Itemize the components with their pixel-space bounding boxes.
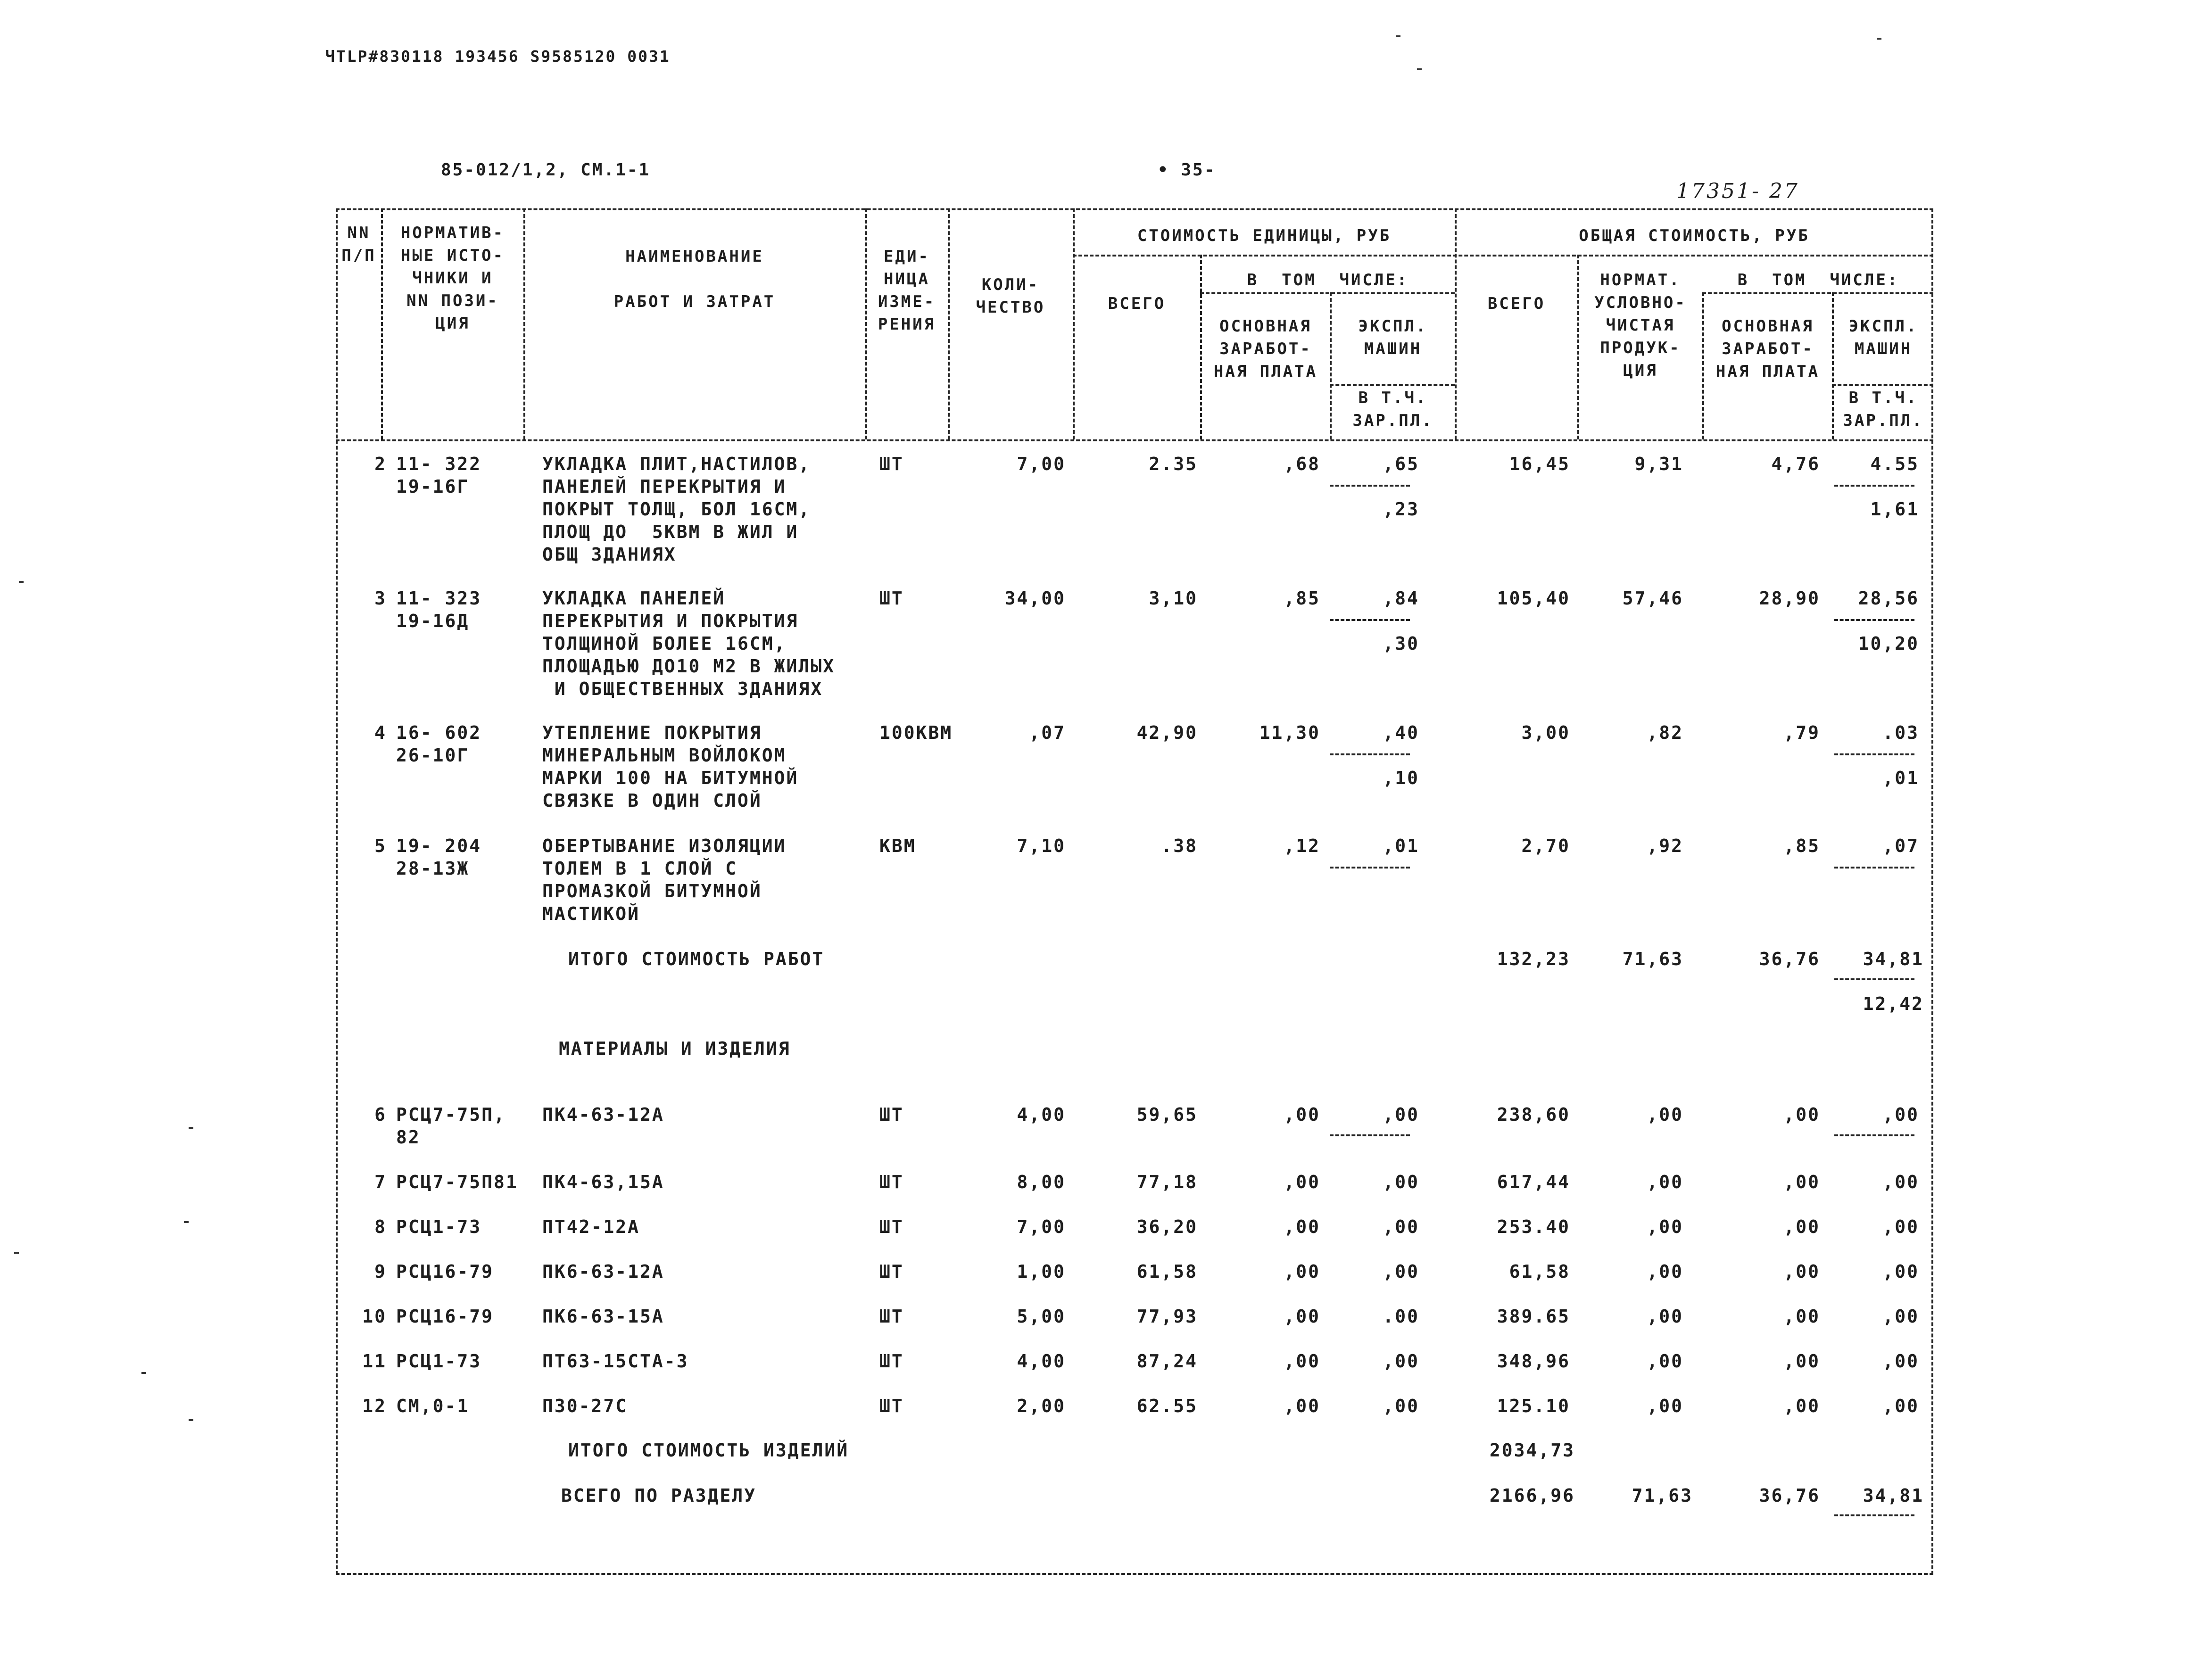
row-total: 253.40 xyxy=(1497,1216,1570,1237)
row-total-normative: 57,46 xyxy=(1622,588,1683,609)
divider xyxy=(1330,753,1410,755)
materials-section-title: МАТЕРИАЛЫ И ИЗДЕЛИЯ xyxy=(559,1038,791,1059)
row-quantity: 7,00 xyxy=(1017,1216,1066,1237)
row-unit-total: 61,58 xyxy=(1136,1261,1198,1282)
row-unit-machines: ,00 xyxy=(1383,1216,1419,1237)
row-total-machines: .03 ,01 xyxy=(1882,722,1919,788)
row-unit-machines: ,40 ,10 xyxy=(1383,722,1419,788)
row-unit: ШТ xyxy=(879,1172,904,1192)
row-number: 12 xyxy=(362,1396,387,1416)
header-total-incl-wage: В Т.Ч. ЗАР.ПЛ. xyxy=(1843,389,1924,430)
row-unit-wage: ,00 xyxy=(1284,1216,1320,1237)
row-quantity: 34,00 xyxy=(1004,588,1066,609)
header-line xyxy=(1330,384,1455,386)
products-total-sum: 2034,73 xyxy=(1489,1440,1575,1461)
row-code: РСЦ7-75П81 xyxy=(396,1172,518,1192)
scan-speck xyxy=(1396,35,1400,37)
row-total-machines: ,00 xyxy=(1882,1396,1919,1416)
header-grand-total: ВСЕГО xyxy=(1487,294,1546,313)
works-total-machines-wage: 12,42 xyxy=(1863,993,1924,1014)
row-total-machines: ,00 xyxy=(1882,1306,1919,1327)
row-name: П30-27С xyxy=(542,1396,628,1416)
row-code: РСЦ7-75П, 82 xyxy=(396,1104,506,1148)
header-line xyxy=(1073,255,1933,256)
row-number: 8 xyxy=(374,1216,387,1237)
page-number: • 35- xyxy=(1158,160,1216,180)
header-nn: NN П/П xyxy=(341,223,376,265)
row-total-normative: ,92 xyxy=(1647,835,1683,856)
section-total-sum: 2166,96 xyxy=(1489,1485,1575,1506)
col-divider xyxy=(1200,255,1202,439)
row-number: 4 xyxy=(374,722,387,743)
row-quantity: 5,00 xyxy=(1017,1306,1066,1327)
header-unit-cost: СТОИМОСТЬ ЕДИНИЦЫ, РУБ xyxy=(1137,226,1392,245)
divider xyxy=(1834,753,1914,755)
row-total: 2,70 xyxy=(1521,835,1570,856)
divider xyxy=(1834,867,1914,868)
row-quantity: ,07 xyxy=(1029,722,1066,743)
header-name: НАИМЕНОВАНИЕ РАБОТ И ЗАТРАТ xyxy=(613,247,776,311)
row-unit: ШТ xyxy=(879,454,904,474)
row-unit-machines: ,00 xyxy=(1383,1396,1419,1416)
row-total-wage: ,00 xyxy=(1783,1216,1820,1237)
row-total: 238,60 xyxy=(1497,1104,1570,1125)
header-bottom-line xyxy=(336,439,1933,441)
row-total-normative: ,00 xyxy=(1647,1351,1683,1372)
row-unit-total: 36,20 xyxy=(1136,1216,1198,1237)
section-total-normative: 71,63 xyxy=(1632,1485,1693,1506)
row-total-machines: ,00 xyxy=(1882,1104,1919,1125)
header-unit-machines: ЭКСПЛ. МАШИН xyxy=(1358,317,1428,358)
header-unit-incl: В ТОМ ЧИСЛЕ: xyxy=(1247,271,1409,289)
divider xyxy=(1834,485,1914,487)
row-unit: 100КВМ xyxy=(879,722,953,743)
document-reference: 85-012/1,2, СМ.1-1 xyxy=(441,160,651,180)
row-name: ПК4-63,15А xyxy=(542,1172,664,1192)
row-unit-total: .38 xyxy=(1161,835,1198,856)
row-unit-wage: ,00 xyxy=(1284,1351,1320,1372)
row-unit: ШТ xyxy=(879,1104,904,1125)
row-total-wage: ,00 xyxy=(1783,1172,1820,1192)
row-total: 3,00 xyxy=(1521,722,1570,743)
scan-speck xyxy=(141,1372,146,1374)
header-unit: ЕДИ- НИЦА ИЗМЕ- РЕНИЯ xyxy=(878,247,936,334)
products-total-label: ИТОГО СТОИМОСТЬ ИЗДЕЛИЙ xyxy=(568,1440,849,1461)
row-unit-total: 62.55 xyxy=(1136,1396,1198,1416)
row-unit-wage: ,12 xyxy=(1284,835,1320,856)
divider xyxy=(1330,867,1410,868)
row-number: 5 xyxy=(374,835,387,856)
header-total-basic-wage: ОСНОВНАЯ ЗАРАБОТ- НАЯ ПЛАТА xyxy=(1715,317,1820,381)
row-code: 11- 323 19-16Д xyxy=(396,588,482,631)
row-unit-machines: ,01 xyxy=(1383,835,1419,856)
row-name: ПК6-63-15А xyxy=(542,1306,664,1327)
row-total-normative: ,00 xyxy=(1647,1172,1683,1192)
header-line xyxy=(1832,384,1933,386)
col-divider xyxy=(1702,292,1704,439)
divider xyxy=(1330,1134,1410,1136)
header-normative-product: НОРМАТ. УСЛОВНО- ЧИСТАЯ ПРОДУК- ЦИЯ xyxy=(1594,271,1687,380)
row-total-wage: ,00 xyxy=(1783,1306,1820,1327)
col-divider xyxy=(948,208,950,439)
section-total-label: ВСЕГО ПО РАЗДЕЛУ xyxy=(561,1485,757,1506)
row-unit-total: 87,24 xyxy=(1136,1351,1198,1372)
row-total: 125.10 xyxy=(1497,1396,1570,1416)
row-unit-machines: ,84 ,30 xyxy=(1383,588,1419,654)
row-code: РСЦ16-79 xyxy=(396,1261,494,1282)
row-unit-wage: ,00 xyxy=(1284,1261,1320,1282)
row-unit-wage: ,85 xyxy=(1284,588,1320,609)
row-total-machines: ,00 xyxy=(1882,1351,1919,1372)
works-total-label: ИТОГО СТОИМОСТЬ РАБОТ xyxy=(568,949,825,969)
row-quantity: 2,00 xyxy=(1017,1396,1066,1416)
row-unit-machines: ,00 xyxy=(1383,1104,1419,1125)
header-total-machines: ЭКСПЛ. МАШИН xyxy=(1848,317,1918,358)
row-number: 3 xyxy=(374,588,387,609)
col-divider xyxy=(1577,255,1579,439)
row-unit: КВМ xyxy=(879,835,916,856)
header-unit-incl-wage: В Т.Ч. ЗАР.ПЛ. xyxy=(1352,389,1433,430)
row-quantity: 4,00 xyxy=(1017,1351,1066,1372)
row-name: УТЕПЛЕНИЕ ПОКРЫТИЯ МИНЕРАЛЬНЫМ ВОЙЛОКОМ МАРКИ 100 НА БИТУМНОЙ СВЯЗКЕ В ОДИН СЛОЙ xyxy=(542,722,799,811)
row-unit-total: 77,18 xyxy=(1136,1172,1198,1192)
row-name: ОБЕРТЫВАНИЕ ИЗОЛЯЦИИ ТОЛЕМ В 1 СЛОЙ С ПРОМАЗКОЙ БИТУМНОЙ МАСТИКОЙ xyxy=(542,835,787,924)
row-total-normative: 9,31 xyxy=(1634,454,1683,474)
row-total-wage: ,85 xyxy=(1783,835,1820,856)
row-unit-machines: ,00 xyxy=(1383,1261,1419,1282)
row-name: ПТ63-15СТА-3 xyxy=(542,1351,689,1372)
divider xyxy=(1330,485,1410,487)
works-total-wage: 36,76 xyxy=(1759,949,1820,969)
header-quantity: КОЛИ- ЧЕСТВО xyxy=(976,275,1045,317)
row-total-wage: ,00 xyxy=(1783,1104,1820,1125)
header-total-incl: В ТОМ ЧИСЛЕ: xyxy=(1737,271,1899,289)
row-name: УКЛАДКА ПАНЕЛЕЙ ПЕРЕКРЫТИЯ И ПОКРЫТИЯ ТОЛЩИНОЙ БОЛЕЕ 16СМ, ПЛОЩАДЬЮ ДО10 М2 В ЖИЛЫХ И ОБЩЕСТВЕННЫХ ЗДАНИЯХ xyxy=(542,588,836,699)
scan-speck xyxy=(19,581,24,583)
col-divider xyxy=(1832,292,1834,439)
row-code: 19- 204 28-13Ж xyxy=(396,835,482,879)
row-quantity: 8,00 xyxy=(1017,1172,1066,1192)
scan-speck xyxy=(189,1419,193,1421)
row-quantity: 7,10 xyxy=(1017,835,1066,856)
row-total-normative: ,00 xyxy=(1647,1306,1683,1327)
section-total-wage: 36,76 xyxy=(1759,1485,1820,1506)
works-total-normative: 71,63 xyxy=(1622,949,1683,969)
col-divider xyxy=(523,208,525,439)
row-number: 9 xyxy=(374,1261,387,1282)
row-unit-wage: ,00 xyxy=(1284,1396,1320,1416)
divider xyxy=(1834,619,1914,621)
row-unit-machines: ,00 xyxy=(1383,1172,1419,1192)
row-unit-total: 2.35 xyxy=(1149,454,1198,474)
works-total-sum: 132,23 xyxy=(1497,949,1570,969)
row-number: 11 xyxy=(362,1351,387,1372)
header-line xyxy=(1702,292,1933,294)
row-total: 348,96 xyxy=(1497,1351,1570,1372)
row-unit-machines: ,00 xyxy=(1383,1351,1419,1372)
row-unit: ШТ xyxy=(879,1261,904,1282)
row-unit-wage: ,68 xyxy=(1284,454,1320,474)
col-divider xyxy=(1330,292,1332,439)
row-name: ПТ42-12А xyxy=(542,1216,640,1237)
row-quantity: 7,00 xyxy=(1017,454,1066,474)
scan-speck xyxy=(14,1252,19,1254)
document-code: ЧTLP#830118 193456 S9585120 0031 xyxy=(325,47,671,66)
divider xyxy=(1330,619,1410,621)
row-unit: ШТ xyxy=(879,1306,904,1327)
row-code: 11- 322 19-16Г xyxy=(396,454,482,497)
row-code: СМ,0-1 xyxy=(396,1396,470,1416)
row-name: ПК6-63-12А xyxy=(542,1261,664,1282)
row-total: 16,45 xyxy=(1509,454,1570,474)
row-unit-total: 77,93 xyxy=(1136,1306,1198,1327)
row-total: 617,44 xyxy=(1497,1172,1570,1192)
row-total-machines: 4.55 1,61 xyxy=(1870,454,1919,520)
scan-speck xyxy=(1417,68,1422,70)
header-unit-total: ВСЕГО xyxy=(1108,294,1166,313)
row-total-wage: ,00 xyxy=(1783,1396,1820,1416)
scan-speck xyxy=(189,1127,193,1129)
row-total: 389.65 xyxy=(1497,1306,1570,1327)
row-unit: ШТ xyxy=(879,1216,904,1237)
row-total-normative: ,82 xyxy=(1647,722,1683,743)
row-unit-machines: .00 xyxy=(1383,1306,1419,1327)
row-number: 6 xyxy=(374,1104,387,1125)
row-code: РСЦ16-79 xyxy=(396,1306,494,1327)
row-code: РСЦ1-73 xyxy=(396,1216,482,1237)
row-name: ПК4-63-12А xyxy=(542,1104,664,1125)
handwritten-number: 17351- 27 xyxy=(1676,179,1799,203)
row-unit: ШТ xyxy=(879,1396,904,1416)
col-divider xyxy=(1073,208,1075,439)
row-unit-wage: ,00 xyxy=(1284,1172,1320,1192)
row-unit: ШТ xyxy=(879,588,904,609)
row-unit-wage: 11,30 xyxy=(1259,722,1320,743)
works-total-machines: 34,81 xyxy=(1863,949,1924,969)
row-total-wage: ,00 xyxy=(1783,1261,1820,1282)
row-total-wage: ,00 xyxy=(1783,1351,1820,1372)
divider xyxy=(1834,1134,1914,1136)
row-unit-wage: ,00 xyxy=(1284,1104,1320,1125)
row-unit-machines: ,65 ,23 xyxy=(1383,454,1419,520)
row-total-normative: ,00 xyxy=(1647,1216,1683,1237)
row-total-machines: 28,56 10,20 xyxy=(1858,588,1919,654)
row-name: УКЛАДКА ПЛИТ,НАСТИЛОВ, ПАНЕЛЕЙ ПЕРЕКРЫТИЯ И ПОКРЫТ ТОЛЩ, БОЛ 16СМ, ПЛОЩ ДО 5КВМ В ЖИЛ И ОБЩ ЗДАНИЯХ xyxy=(542,454,811,565)
row-code: 16- 602 26-10Г xyxy=(396,722,482,766)
row-total-machines: ,00 xyxy=(1882,1216,1919,1237)
row-unit-wage: ,00 xyxy=(1284,1306,1320,1327)
row-total-wage: 28,90 xyxy=(1759,588,1820,609)
header-total-cost: ОБЩАЯ СТОИМОСТЬ, РУБ xyxy=(1579,226,1810,245)
row-total-machines: ,00 xyxy=(1882,1172,1919,1192)
header-normative-sources: НОРМАТИВ- НЫЕ ИСТО- ЧНИКИ И NN ПОЗИ- ЦИЯ xyxy=(400,223,505,333)
row-total-normative: ,00 xyxy=(1647,1104,1683,1125)
divider xyxy=(1834,978,1914,980)
row-total-machines: ,07 xyxy=(1882,835,1919,856)
row-total-wage: ,79 xyxy=(1783,722,1820,743)
row-total-normative: ,00 xyxy=(1647,1396,1683,1416)
col-divider xyxy=(1455,208,1457,439)
row-total: 105,40 xyxy=(1497,588,1570,609)
header-unit-basic-wage: ОСНОВНАЯ ЗАРАБОТ- НАЯ ПЛАТА xyxy=(1213,317,1318,381)
row-code: РСЦ1-73 xyxy=(396,1351,482,1372)
scan-speck xyxy=(184,1221,189,1223)
section-total-machines: 34,81 xyxy=(1863,1485,1924,1506)
row-quantity: 1,00 xyxy=(1017,1261,1066,1282)
row-number: 10 xyxy=(362,1306,387,1327)
row-total-wage: 4,76 xyxy=(1771,454,1820,474)
divider xyxy=(1834,1514,1914,1516)
row-total-machines: ,00 xyxy=(1882,1261,1919,1282)
row-quantity: 4,00 xyxy=(1017,1104,1066,1125)
row-total: 61,58 xyxy=(1509,1261,1570,1282)
row-total-normative: ,00 xyxy=(1647,1261,1683,1282)
header-line xyxy=(1200,292,1455,294)
row-unit-total: 59,65 xyxy=(1136,1104,1198,1125)
scan-speck xyxy=(1877,38,1881,40)
row-number: 2 xyxy=(374,454,387,474)
row-unit-total: 3,10 xyxy=(1149,588,1198,609)
row-number: 7 xyxy=(374,1172,387,1192)
row-unit: ШТ xyxy=(879,1351,904,1372)
row-unit-total: 42,90 xyxy=(1136,722,1198,743)
